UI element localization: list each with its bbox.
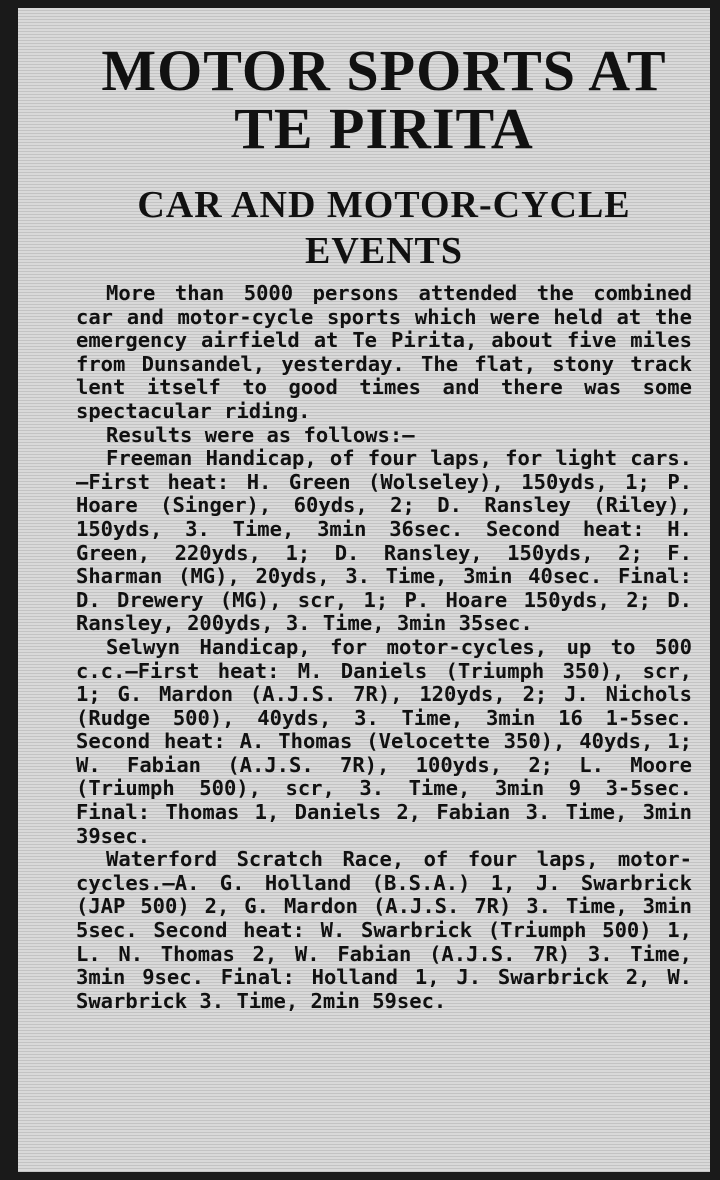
paragraph-results-intro: Results were as follows:— <box>106 422 415 447</box>
paragraph-waterford-scratch: Waterford Scratch Race, of four laps, motor-cycles.—A. G. Holland (B.S.A.) 1, J. Swarbrick (JAP 500) 2, G. Mardon (A.J.S. 7R) 3. Time, 3min 5sec. Second heat: W. Swarbrick (Triumph 500) 1, L. N. Thomas 2, W. Fabian (A.J.S. 7R) 3. Time, 3min 9sec. Final: Holland 1, J. Swarbrick 2, W. Swarbrick 3. Time, 2min 59sec. <box>76 847 692 1013</box>
article-body <box>76 282 692 1013</box>
subheadline: CAR AND MOTOR-CYCLE EVENTS <box>137 184 631 272</box>
article-column <box>76 38 692 1013</box>
paragraph-selwyn-handicap: Selwyn Handicap, for motor-cycles, up to 500 c.c.—First heat: M. Daniels (Triumph 350), scr, 1; G. Mardon (A.J.S. 7R), 120yds, 2; J. Nichols (Rudge 500), 40yds, 3. Time, 3min 16 1-5sec. Second heat: A. Thomas (Velocette 350), 40yds, 1; W. Fabian (A.J.S. 7R), 100yds, 2; L. Moore (Triumph 500), scr, 3. Time, 3min 9 3-5sec. Final: Thomas 1, Daniels 2, Fabian 3. Time, 3min 39sec. <box>76 634 692 848</box>
headline: MOTOR SPORTS AT TE PIRITA <box>101 38 667 161</box>
paragraph-intro: More than 5000 persons attended the combined car and motor-cycle sports which were held at the emergency airfield at Te Pirita, about five miles from Dunsandel, yesterday. The flat, stony track lent itself to good times and there was some spectacular riding. <box>76 281 692 423</box>
paragraph-freeman-handicap: Freeman Handicap, of four laps, for light cars.—First heat: H. Green (Wolseley), 150yds, 1; P. Hoare (Singer), 60yds, 2; D. Ransley (Riley), 150yds, 3. Time, 3min 36sec. Second heat: H. Green, 220yds, 1; D. Ransley, 150yds, 2; F. Sharman (MG), 20yds, 3. Time, 3min 40sec. Final: D. Drewery (MG), scr, 1; P. Hoare 150yds, 2; D. Ransley, 200yds, 3. Time, 3min 35sec. <box>76 446 692 636</box>
